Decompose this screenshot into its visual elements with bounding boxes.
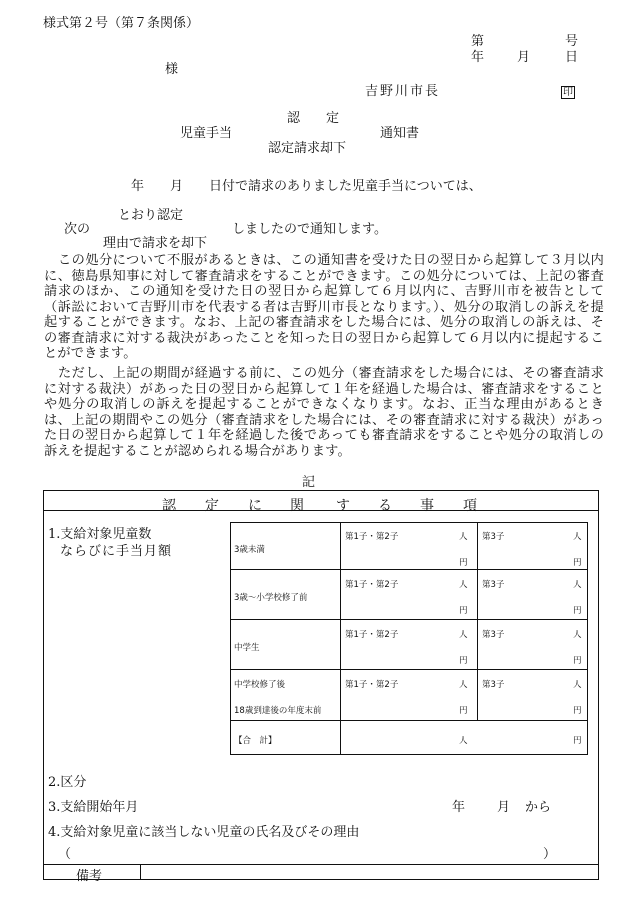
- table-header-char: に: [248, 498, 262, 514]
- table-header-char: 定: [205, 498, 219, 514]
- child3-label: 第3子: [482, 532, 505, 542]
- unit-en: 円: [573, 606, 582, 616]
- unit-nin: 人: [573, 680, 582, 690]
- table-header-char: す: [336, 498, 350, 514]
- row-label: 3歳未満: [234, 545, 265, 555]
- item2-kubun: 2.区分: [48, 775, 87, 790]
- unit-en: 円: [573, 558, 582, 568]
- intro-tsugi: 次の: [64, 222, 91, 237]
- item1-line1: 1.支給対象児童数: [48, 527, 152, 542]
- intro-toori-nintei: とおり認定: [118, 208, 184, 223]
- row-label: 中学生: [234, 643, 260, 653]
- recipient-sama: 様: [165, 62, 179, 77]
- child12-label: 第1子・第2子: [345, 630, 399, 640]
- grid-divider: [230, 669, 588, 670]
- paren-close: ）: [543, 847, 557, 862]
- go-label: 号: [565, 34, 579, 49]
- child3-label: 第3子: [482, 680, 505, 690]
- table-divider: [43, 510, 599, 511]
- unit-nin: 人: [459, 580, 468, 590]
- child12-label: 第1子・第2子: [345, 532, 399, 542]
- notice-paragraph-2: ただし、上記の期間が経過する前に、この処分（審査請求をした場合には、その審査請求に対する裁決）があった日の翌日から起算して１年を経過した場合は、審査請求をすることや処分の取消しの訴えを提起することができなくなります。なお、正当な理由があるときは、上記の期間やこの処分（審査請求をした場合には、その審査請求に対する裁決）があった日の翌日から起算して１年を経過した後であっても審査請求をすることや処分の取消しの訴えを提起することが認められる場合があります。: [44, 366, 604, 459]
- intro-line1: 年 月 日付で請求のありました児童手当については、: [131, 179, 482, 194]
- intro-riyuu: 理由で請求を却下: [103, 236, 208, 251]
- grid-divider: [230, 569, 588, 570]
- title-prefix: 児童手当: [180, 126, 233, 141]
- row-label: 18歳到達後の年度末前: [234, 706, 322, 716]
- total-nin: 人: [459, 736, 468, 746]
- title-suffix: 通知書: [380, 126, 420, 141]
- row-label: 中学校修了後: [234, 680, 286, 690]
- issuer-name: 吉野川市長: [365, 84, 441, 99]
- table-header-char: る: [378, 498, 392, 514]
- unit-en: 円: [459, 558, 468, 568]
- table-divider: [140, 864, 141, 880]
- grid-divider: [230, 720, 588, 721]
- item3-kara: から: [525, 800, 552, 815]
- grid-divider: [230, 619, 588, 620]
- total-label: 【合 計】: [234, 736, 277, 746]
- title-kyakka: 認定請求却下: [268, 141, 347, 156]
- intro-shimashita: しましたので通知します。: [232, 222, 387, 237]
- table-header-char: 関: [290, 498, 304, 514]
- unit-nin: 人: [459, 630, 468, 640]
- unit-nin: 人: [573, 630, 582, 640]
- hi-label: 日: [565, 50, 579, 65]
- table-divider: [43, 864, 599, 865]
- unit-en: 円: [573, 706, 582, 716]
- unit-en: 円: [459, 606, 468, 616]
- item3-label: 3.支給開始年月: [48, 800, 139, 815]
- child3-label: 第3子: [482, 580, 505, 590]
- table-header-char: 事: [420, 498, 434, 514]
- seal-text: 印: [563, 87, 573, 98]
- notice-paragraph-1: この処分について不服があるときは、この通知書を受けた日の翌日から起算して３月以内に、徳島県知事に対して審査請求をすることができます。この処分については、上記の審査請求のほか、この通知を受けた日の翌日から起算して６月以内に、吉野川市を被告として（訴訟において吉野川市を代表する者は吉野川市長となります。）、処分の取消しの訴えを提起することができます。なお、上記の審査請求をした場合には、処分の取消しの訴えは、その審査請求に対する裁決があったことを知った日の翌日から起算して６月以内に提起することができます。: [44, 253, 604, 361]
- item3-nen: 年: [452, 800, 466, 815]
- table-header-char: 認: [162, 498, 176, 514]
- item1-line2: ならびに手当月額: [60, 544, 173, 559]
- dai-label: 第: [471, 34, 485, 49]
- seal-mark: [557, 80, 575, 99]
- tsuki-label: 月: [517, 50, 531, 65]
- grid-divider: [477, 522, 478, 720]
- ki-heading: 記: [302, 475, 316, 490]
- child12-label: 第1子・第2子: [345, 680, 399, 690]
- unit-nin: 人: [573, 580, 582, 590]
- total-en: 円: [573, 736, 582, 746]
- unit-en: 円: [459, 706, 468, 716]
- bikou-label: 備考: [76, 869, 103, 884]
- form-number: 様式第２号（第７条関係）: [43, 16, 200, 31]
- item3-tsuki: 月: [497, 800, 511, 815]
- unit-en: 円: [573, 656, 582, 666]
- row-label: 3歳～小学校修了前: [234, 593, 308, 603]
- unit-nin: 人: [573, 532, 582, 542]
- title-nintei: 認 定: [287, 111, 340, 126]
- item4-label: 4.支給対象児童に該当しない児童の氏名及びその理由: [48, 825, 360, 840]
- unit-en: 円: [459, 656, 468, 666]
- table-header-char: 項: [463, 498, 477, 514]
- child12-label: 第1子・第2子: [345, 580, 399, 590]
- nen-label: 年: [471, 50, 485, 65]
- paren-open: （: [58, 847, 72, 862]
- unit-nin: 人: [459, 532, 468, 542]
- child3-label: 第3子: [482, 630, 505, 640]
- unit-nin: 人: [459, 680, 468, 690]
